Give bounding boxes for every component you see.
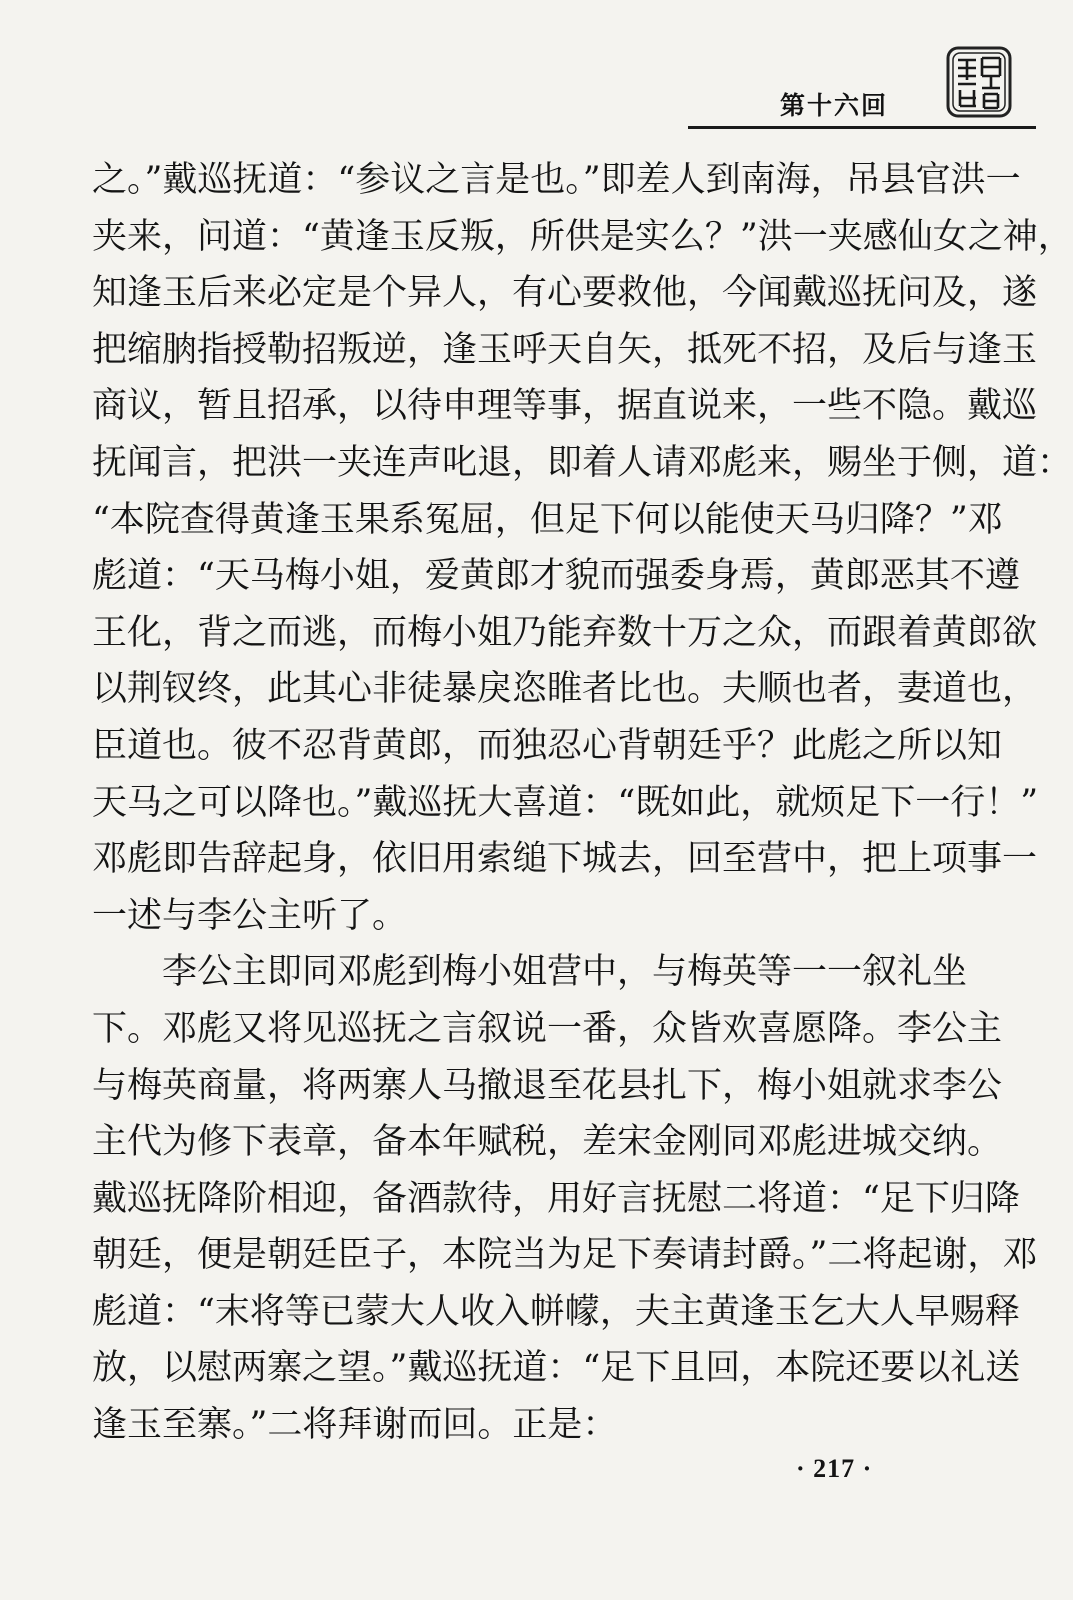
text-line: 知逢玉后来必定是个异人，有心要救他，今闻戴巡抚问及，遂 — [92, 273, 1038, 314]
text-line: 抚闻言，把洪一夹连声叱退，即着人请邓彪来，赐坐于侧，道： — [92, 442, 1073, 483]
text-line: “本院查得黄逢玉果系冤屈，但足下何以能使天马归降？”邓 — [92, 499, 1003, 540]
text-line: 逢玉至寨。”二将拜谢而回。正是： — [92, 1405, 618, 1446]
text-line: 一述与李公主听了。 — [92, 895, 408, 936]
body-text — [92, 152, 1073, 1454]
text-line: 下。邓彪又将见巡抚之言叙说一番，众皆欢喜愿降。李公主 — [92, 1008, 1003, 1049]
text-line: 王化，背之而逃，而梅小姐乃能弃数十万之众，而跟着黄郎欲 — [92, 612, 1038, 653]
paragraph — [92, 944, 1038, 1453]
text-line: 放，以慰两寨之望。”戴巡抚道：“足下且回，本院还要以礼送 — [92, 1348, 1021, 1389]
text-line: 彪道：“末将等已蒙大人收入帡幪，夫主黄逢玉乞大人早赐释 — [92, 1291, 1020, 1332]
text-line: 朝廷，便是朝廷臣子，本院当为足下奏请封爵。”二将起谢，邓 — [92, 1235, 1038, 1276]
paragraph — [92, 152, 1073, 944]
chapter-heading: 第十六回 — [780, 91, 889, 120]
text-line: 臣道也。彼不忍背黄郎，而独忍心背朝廷乎？此彪之所以知 — [92, 725, 1003, 766]
header-rule — [688, 126, 1036, 129]
text-line: 主代为修下表章，备本年赋税，差宋金刚同邓彪进城交纳。 — [92, 1122, 1003, 1163]
text-line: 以荆钗终，此其心非徒暴戾恣睢者比也。夫顺也者，妻道也， — [92, 669, 1038, 710]
text-line: 天马之可以降也。”戴巡抚大喜道：“既如此，就烦足下一行！” — [92, 782, 1039, 823]
text-line: 商议，暂且招承，以待申理等事，据直说来，一些不隐。戴巡 — [92, 386, 1038, 427]
text-line: 与梅英商量，将两寨人马撤退至花县扎下，梅小姐就求李公 — [92, 1065, 1003, 1106]
text-line: 戴巡抚降阶相迎，备酒款待，用好言抚慰二将道：“足下归降 — [92, 1178, 1020, 1219]
page-number: · 217 · — [796, 1454, 873, 1483]
seal-stamp-icon — [946, 46, 1012, 118]
text-line: 彪道：“天马梅小姐，爱黄郎才貌而强委身焉，黄郎恶其不遵 — [92, 556, 1020, 597]
text-line: 把缩朒指授勒招叛逆，逢玉呼天自矢，抵死不招，及后与逢玉 — [92, 329, 1038, 370]
text-line: 邓彪即告辞起身，依旧用索缒下城去，回至营中，把上项事一 — [92, 839, 1038, 880]
text-line: 李公主即同邓彪到梅小姐营中，与梅英等一一叙礼坐 — [162, 952, 968, 993]
text-line: 夹来，问道：“黄逢玉反叛，所供是实么？”洪一夹感仙女之神， — [92, 216, 1073, 257]
text-line: 之。”戴巡抚道：“参议之言是也。”即差人到南海，吊县官洪一 — [92, 160, 1021, 200]
